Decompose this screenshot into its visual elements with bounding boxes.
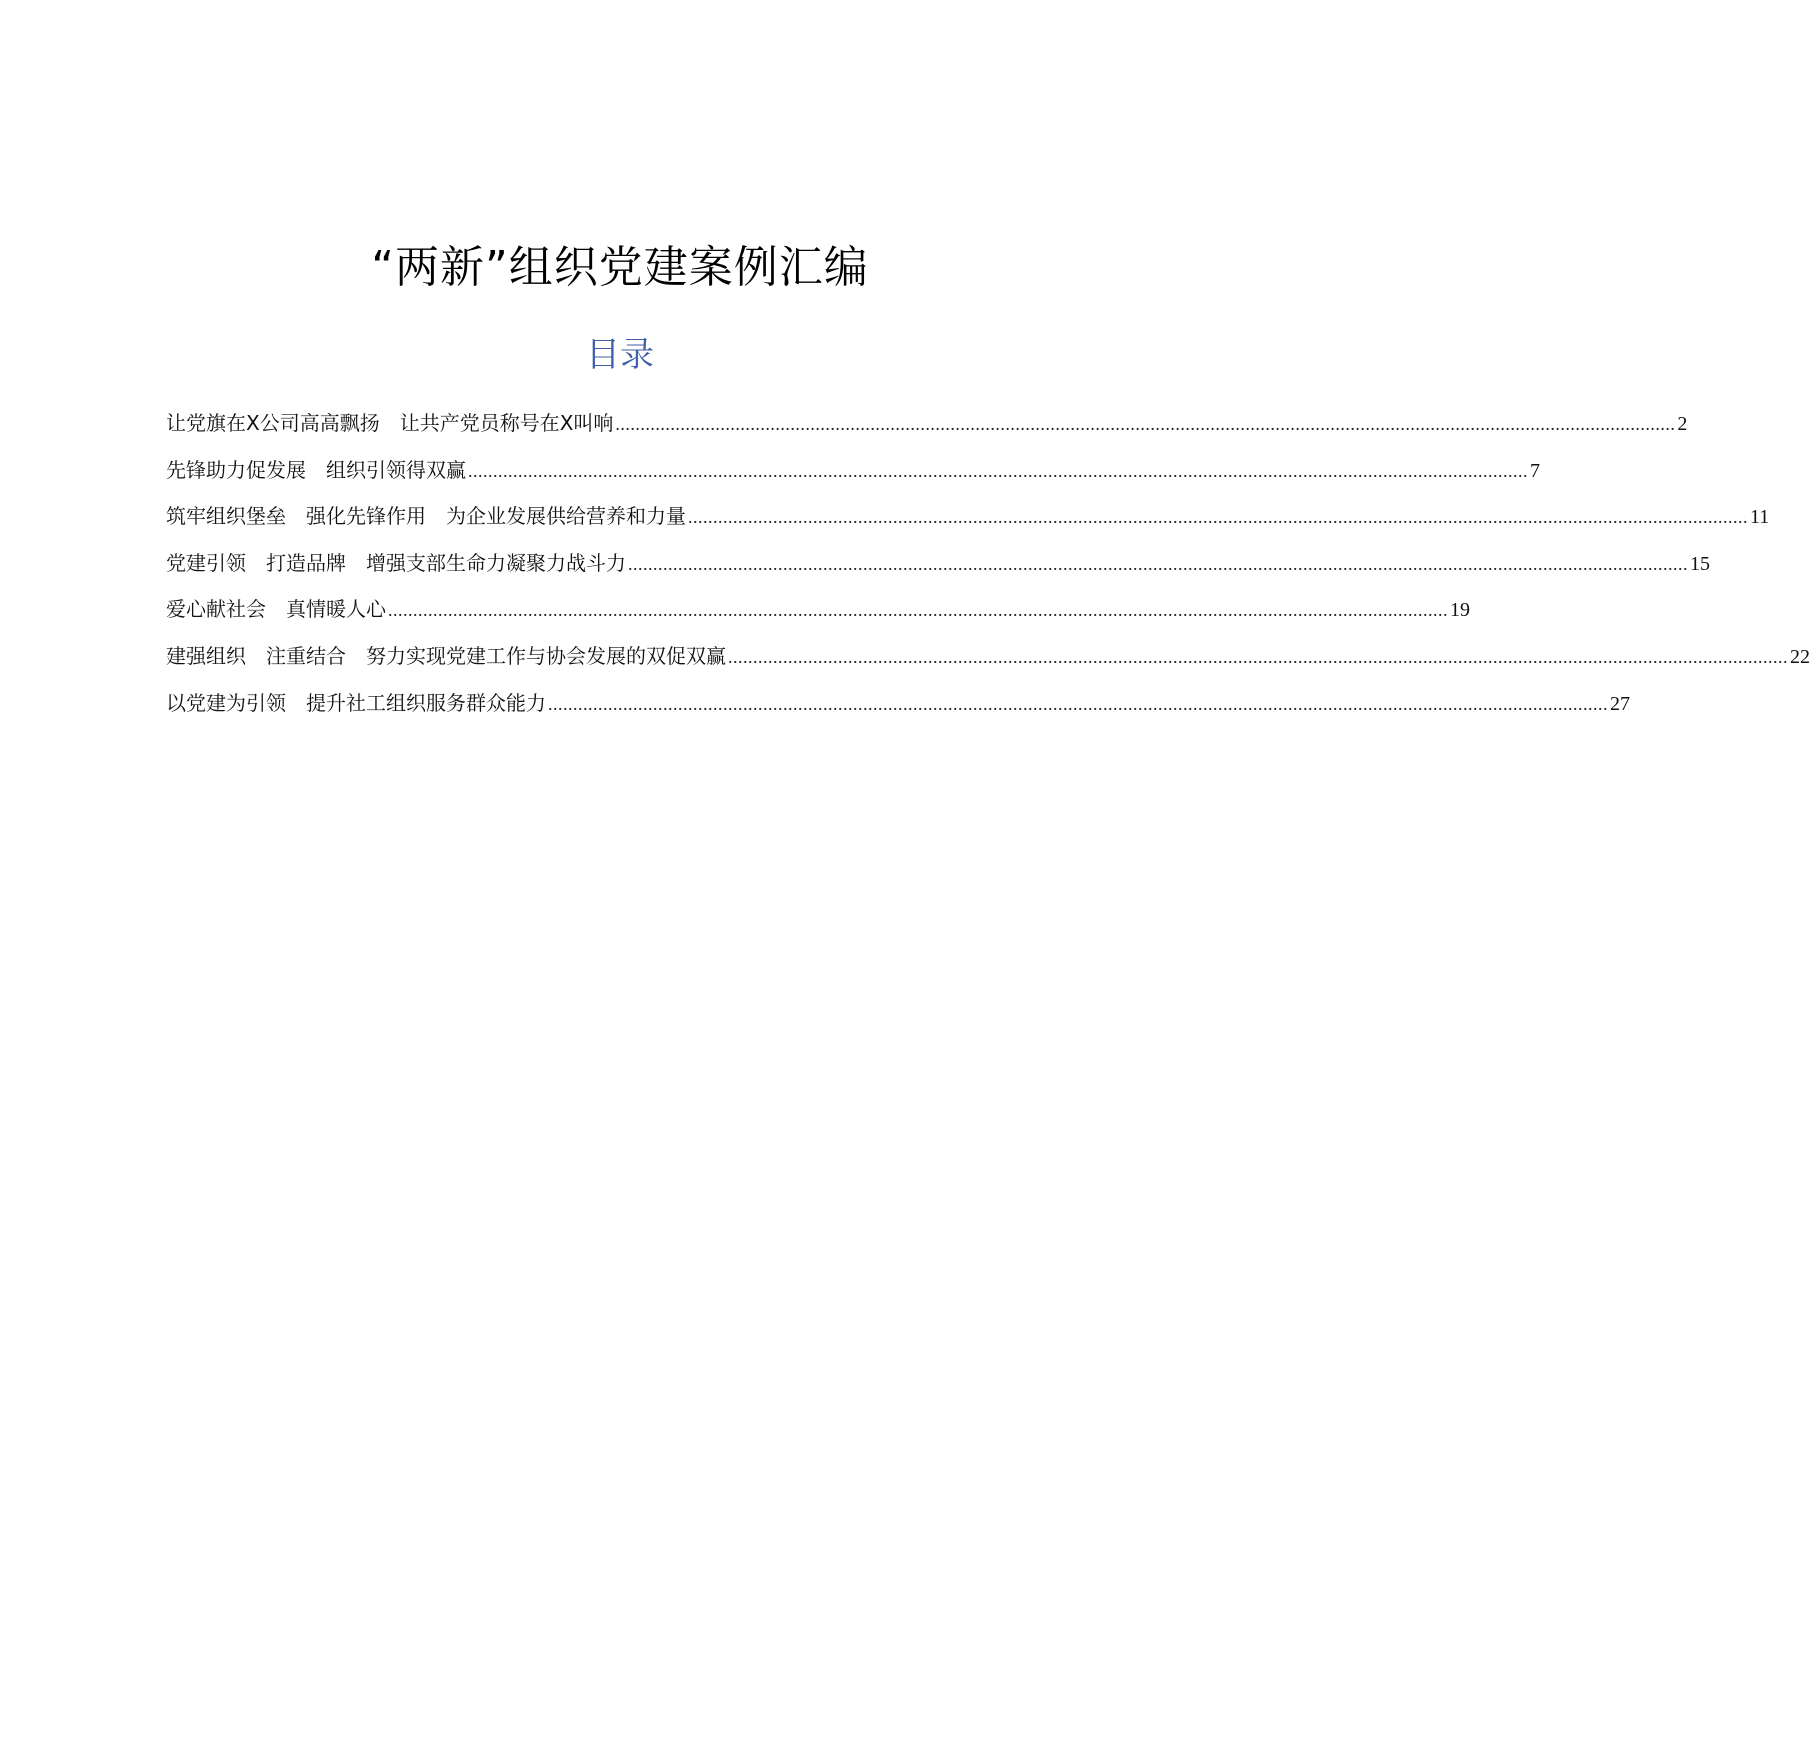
toc-entry[interactable]: [166, 586, 1470, 633]
toc-page-number[interactable]: 22: [1790, 645, 1810, 668]
toc-page-number[interactable]: 19: [1450, 599, 1470, 622]
toc-entry-title[interactable]: 让党旗在X公司高高飘扬 让共产党员称号在X叫响: [166, 411, 614, 435]
toc-entry[interactable]: [166, 447, 1540, 494]
toc-leader-dots: ....................................................................................................................................................................................................................: [688, 507, 1748, 528]
toc-entry[interactable]: [166, 633, 1810, 680]
table-of-contents: [166, 400, 1810, 726]
toc-entry[interactable]: [166, 493, 1770, 540]
toc-page-number[interactable]: 2: [1677, 413, 1688, 435]
toc-leader-dots: ....................................................................................................................................................................................................................: [548, 693, 1608, 714]
toc-heading: 目录: [586, 335, 654, 375]
toc-entry-title[interactable]: 以党建为引领 提升社工组织服务群众能力: [166, 690, 546, 715]
toc-page-number[interactable]: 11: [1750, 506, 1770, 529]
toc-leader-dots: ....................................................................................................................................................................................................................: [728, 646, 1788, 667]
toc-entry[interactable]: [166, 680, 1630, 727]
toc-entry[interactable]: [166, 400, 1688, 447]
toc-entry[interactable]: [166, 540, 1710, 587]
toc-entry-title[interactable]: 建强组织 注重结合 努力实现党建工作与协会发展的双促双赢: [166, 643, 726, 668]
toc-leader-dots: ....................................................................................................................................................................................................................: [628, 553, 1688, 574]
toc-leader-dots: ....................................................................................................................................................................................................................: [468, 460, 1528, 481]
toc-page-number[interactable]: 7: [1530, 459, 1540, 482]
toc-leader-dots: ....................................................................................................................................................................................................................: [615, 414, 1676, 434]
document-title: “两新”组织党建案例汇编: [371, 242, 869, 293]
toc-page-number[interactable]: 15: [1690, 552, 1710, 575]
toc-entry-title[interactable]: 党建引领 打造品牌 增强支部生命力凝聚力战斗力: [166, 550, 626, 575]
toc-entry-title[interactable]: 爱心献社会 真情暖人心: [166, 597, 386, 622]
toc-entry-title[interactable]: 筑牢组织堡垒 强化先锋作用 为企业发展供给营养和力量: [166, 504, 686, 529]
toc-page-number[interactable]: 27: [1610, 692, 1630, 715]
toc-entry-title[interactable]: 先锋助力促发展 组织引领得双赢: [166, 457, 466, 482]
toc-leader-dots: ....................................................................................................................................................................................................................: [388, 600, 1448, 621]
